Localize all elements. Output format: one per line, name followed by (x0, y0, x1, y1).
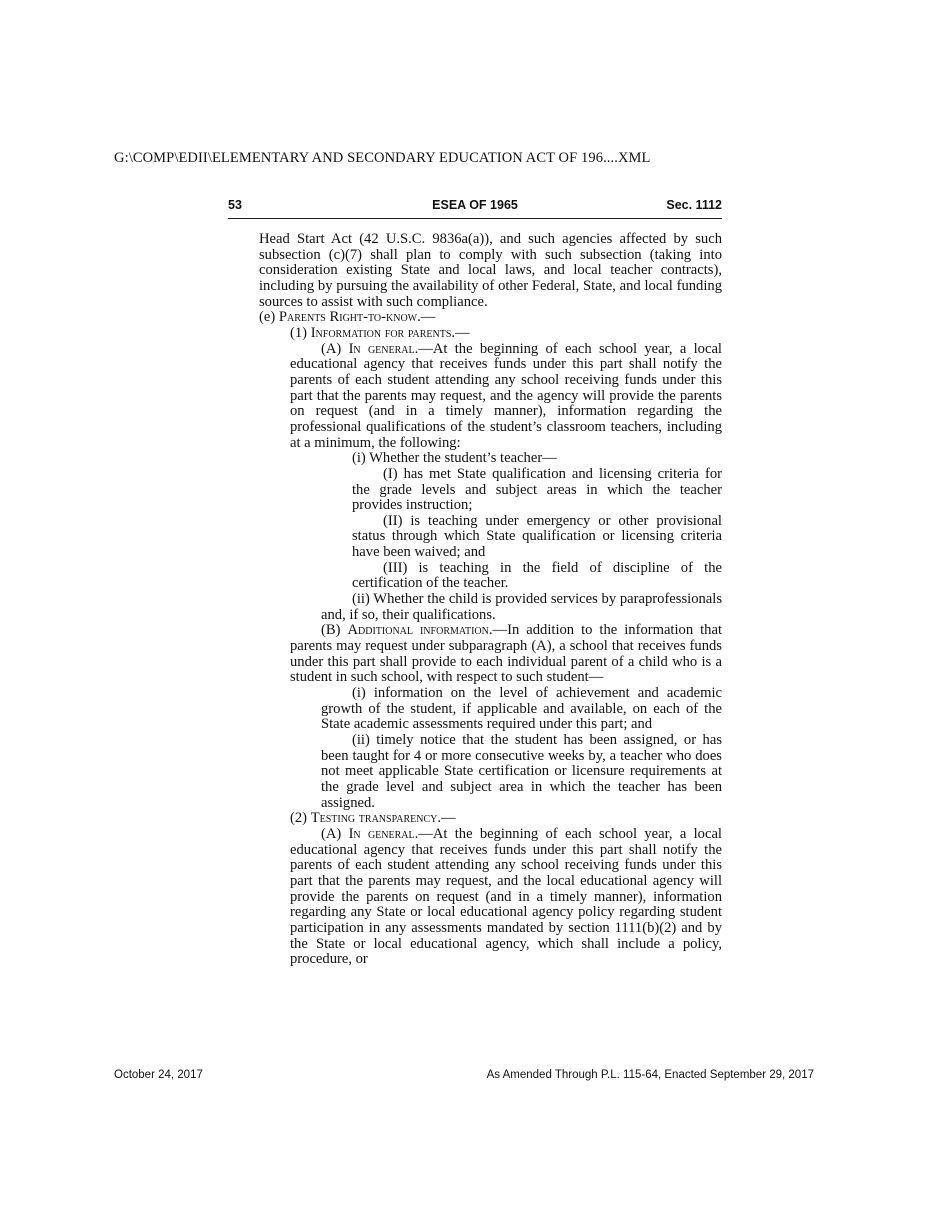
clause-1Aii: (ii) Whether the child is provided services by paraprofessionals and, if so, their qualifications. (321, 591, 722, 623)
subclause-1AiII: (II) is teaching under emergency or other provisional status through which State qualification or licensing criteria have been waived; and (352, 512, 722, 561)
paragraph-1A-title: In general. (348, 340, 419, 357)
footer-amended: As Amended Through P.L. 115-64, Enacted September 29, 2017 (486, 1069, 814, 1081)
paragraph-1-num: (1) (290, 324, 308, 341)
paragraph-1-title: Information for parents. (310, 324, 456, 341)
subclause-1AiIII: (III) is teaching in the field of discipline of the certification of the teacher. (352, 559, 722, 592)
clause-1Bi: (i) information on the level of achievement and academic growth of the student, if applicable and available, on each of the State academic assessments required under this part; and (321, 685, 722, 733)
running-head (228, 198, 722, 219)
subclause-1AiI: (I) has met State qualification and licensing criteria for the grade levels and subject areas in which the teacher provides instruction; (352, 465, 722, 514)
paragraph-1B-num: (B) (321, 622, 341, 639)
paragraph-1B: (B) Additional information.—In addition to the information that parents may request under subparagraph (A), a school that receives funds under this part shall provide to each individual parent of a child who is a student in such school, with respect to such student— (290, 622, 723, 686)
paragraph-1A-text: At the beginning of each school year, a local educational agency that receives funds under this part shall notify the parents of each student attending any school receiving funds under this part that the parents may request, and the agency will provide the parents on request (and in a timely manner), information regarding the professional qualifications of the student’s classroom teachers, including at a minimum, the following: (290, 340, 722, 451)
paragraph-1A: (A) In general.—At the beginning of each school year, a local educational agency that receives funds under this part shall notify the parents of each student attending any school receiving funds under this part that the parents may request, and the agency will provide the parents on request (and in a timely manner), information regarding the professional qualifications of the student’s classroom teachers, including at a minimum, the following: (290, 340, 722, 451)
paragraph-2-num: (2) (290, 810, 308, 827)
paragraph-2A-text: At the beginning of each school year, a local educational agency that receives funds under this part shall notify the parents of each student attending any school receiving funds under this part that the parents may request, and the local educational agency will provide the parents on request (and in a timely manner), information regarding any State or local educational agency policy regarding student participation in any assessments mandated by section 1111(b)(2) and by the State or local educational agency, which shall include a policy, procedure, or (290, 825, 722, 968)
paragraph-1A-num: (A) (321, 340, 342, 357)
running-title: ESEA OF 1965 (432, 198, 518, 212)
clause-1Ai: (i) Whether the student’s teacher— (352, 450, 557, 467)
page-number: 53 (228, 198, 242, 212)
file-path: G:\COMP\EDII\ELEMENTARY AND SECONDARY EDUCATION ACT OF 196....XML (114, 150, 651, 166)
paragraph-2A-num: (A) (321, 825, 342, 842)
subsection-e-title: Parents Right-to-know. (278, 309, 421, 326)
document-body (259, 232, 722, 968)
paragraph-2A-title: In general. (348, 825, 419, 842)
subsection-e-heading: (e) Parents Right-to-know.— (259, 309, 436, 326)
intro-paragraph: Head Start Act (42 U.S.C. 9836a(a)), and such agencies affected by such subsection (c)(7) shall plan to comply with such subsection (taking into consideration existing State and local laws, and local teacher contracts), including by pursuing the availability of other Federal, State, and local funding sources to assist with such compliance. (259, 231, 722, 310)
paragraph-1B-text: In addition to the information that parents may request under subparagraph (A), a school that receives funds under this part shall provide to each individual parent of a child who is a student in such school, with respect to such student— (290, 622, 723, 686)
clause-1Bii: (ii) timely notice that the student has been assigned, or has been taught for 4 or more consecutive weeks by, a teacher who does not meet applicable State certification or licensure requirements at the grade level and subject area in which the teacher has been assigned. (321, 732, 722, 811)
subsection-e-num: (e) (259, 309, 276, 326)
paragraph-1B-title: Additional information. (347, 622, 493, 639)
footer-date: October 24, 2017 (114, 1069, 203, 1081)
section-label: Sec. 1112 (666, 198, 722, 212)
paragraph-2-heading: (2) Testing transparency.— (290, 810, 456, 827)
paragraph-2A: (A) In general.—At the beginning of each school year, a local educational agency that receives funds under this part shall notify the parents of each student attending any school receiving funds under this part that the parents may request, and the local educational agency will provide the parents on request (and in a timely manner), information regarding any State or local educational agency policy regarding student participation in any assessments mandated by section 1111(b)(2) and by the State or local educational agency, which shall include a policy, procedure, or (290, 825, 722, 968)
paragraph-2-title: Testing transparency. (310, 810, 441, 827)
paragraph-1-heading: (1) Information for parents.— (290, 324, 470, 341)
